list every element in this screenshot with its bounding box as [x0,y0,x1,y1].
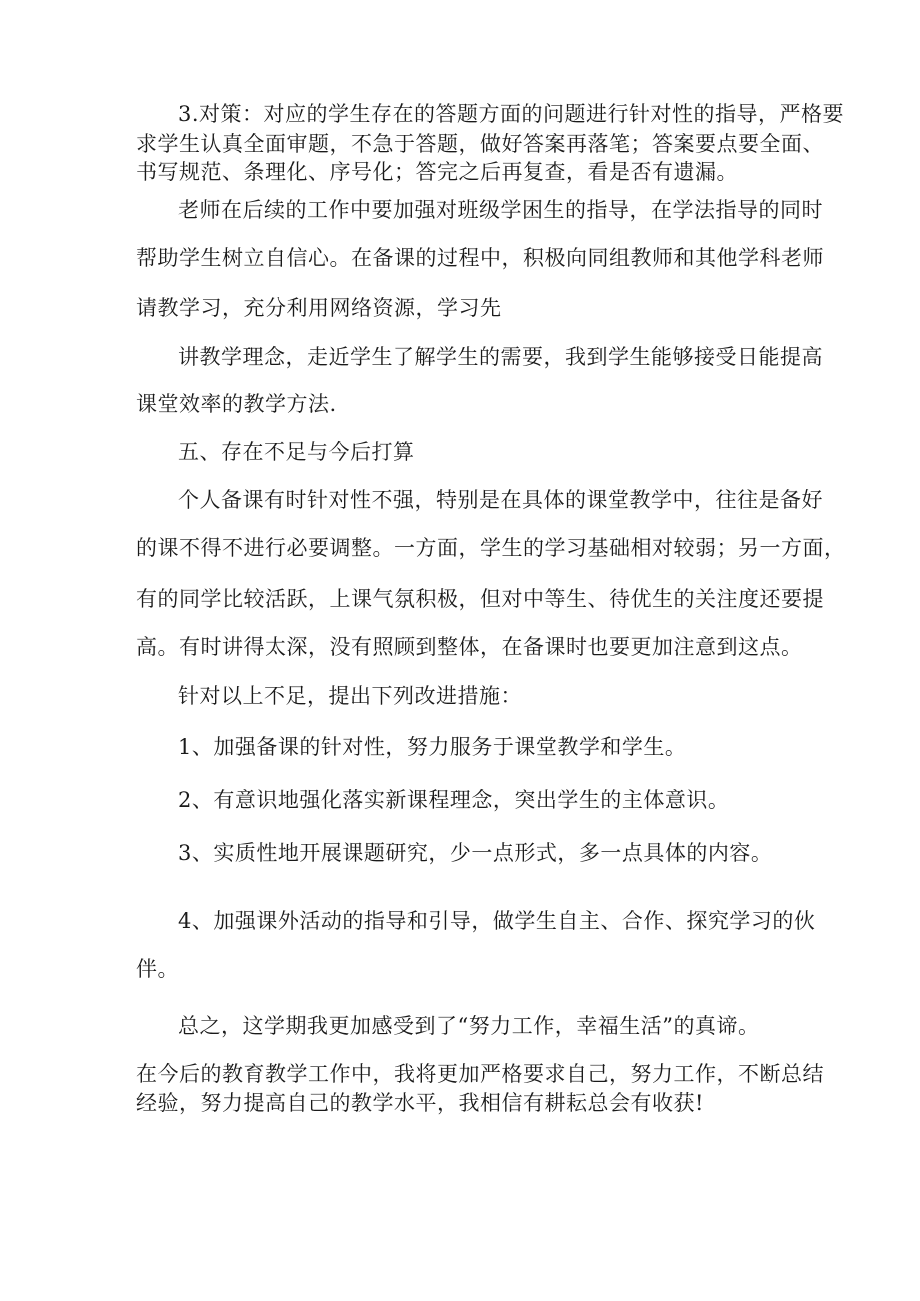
text-line-5: 帮助学生树立自信心。在备课的过程中，积极向同组教师和其他学科老师 [136,246,824,270]
text-line-3: 书写规范、条理化、序号化；答完之后再复查，看是否有遗漏。 [136,160,738,184]
section-heading: 五、存在不足与今后打算 [178,440,415,464]
list-item-1: 1、加强备课的针对性，努力服务于课堂教学和学生。 [178,735,687,759]
text-line-1: 3.对策：对应的学生存在的答题方面的问题进行针对性的指导，严格要 [178,102,845,126]
list-item-3: 3、实质性地开展课题研究，少一点形式，多一点具体的内容。 [178,841,773,865]
list-item-4: 4、加强课外活动的指导和引导，做学生自主、合作、探究学习的伙 [178,909,816,933]
list-item-4-continued: 伴。 [136,957,179,981]
text-line-21: 在今后的教育教学工作中，我将更加严格要求自己，努力工作，不断总结 [136,1062,824,1086]
text-line-6: 请教学习，充分利用网络资源，学习先 [136,296,502,320]
text-line-7: 讲教学理念，走近学生了解学生的需要，我到学生能够接受日能提高 [178,345,823,369]
text-line-14: 针对以上不足，提出下列改进措施： [178,684,522,708]
text-line-11: 的课不得不进行必要调整。一方面，学生的学习基础相对较弱；另一方面， [136,536,846,560]
text-line-20: 总之，这学期我更加感受到了“努力工作，幸福生活”的真谛。 [178,1014,760,1038]
text-line-2: 求学生认真全面审题，不急于答题，做好答案再落笔；答案要点要全面、 [136,132,824,156]
text-line-12: 有的同学比较活跃，上课气氛积极，但对中等生、待优生的关注度还要提 [136,587,824,611]
text-line-13: 高。有时讲得太深，没有照顾到整体，在备课时也要更加注意到这点。 [136,635,803,659]
text-line-8: 课堂效率的教学方法. [136,392,337,416]
text-line-4: 老师在后续的工作中要加强对班级学困生的指导，在学法指导的同时 [178,198,823,222]
text-line-22: 经验，努力提高自己的教学水平，我相信有耕耘总会有收获! [136,1091,704,1115]
text-line-10: 个人备课有时针对性不强，特别是在具体的课堂教学中，往往是备好 [178,488,823,512]
list-item-2: 2、有意识地强化落实新课程理念，突出学生的主体意识。 [178,788,730,812]
